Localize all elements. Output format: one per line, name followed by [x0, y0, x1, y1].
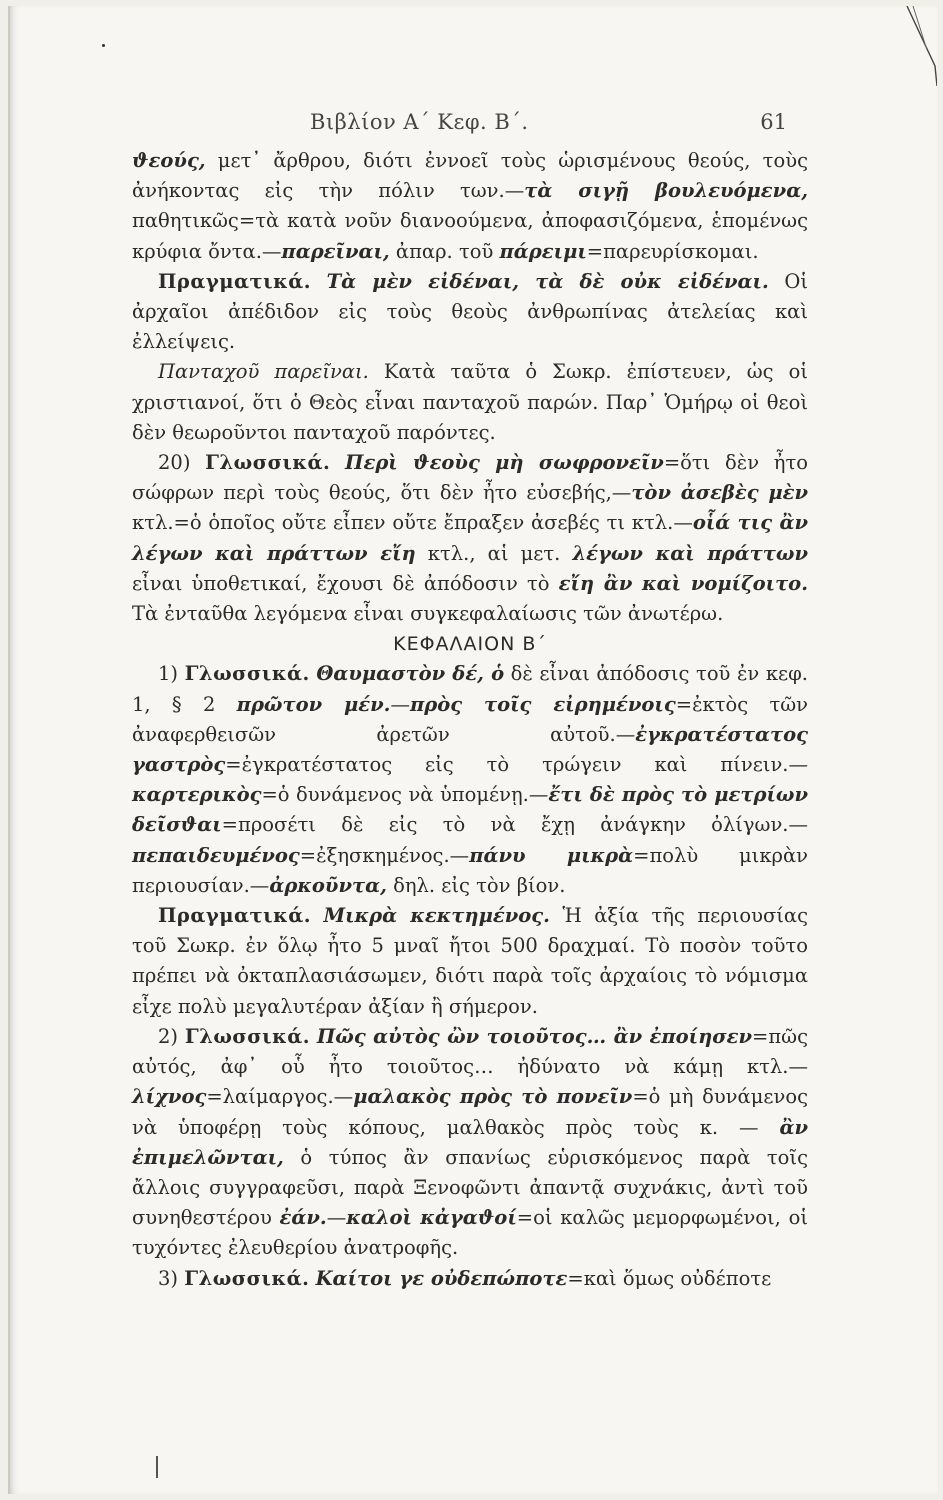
term: οἷά τις ἂν λέγων καὶ πράττων εἴη: [132, 511, 809, 565]
term: καλοὶ κἀγαϑοί: [346, 1206, 517, 1230]
paragraph-6: [132, 901, 808, 1022]
term: Περὶ ϑεοὺς μὴ σωφρονεῖν: [345, 451, 664, 475]
torn-corner-mark: [847, 6, 937, 86]
text-run: παθητικῶς=τὰ κατὰ νοῦν διανοούμενα, ἀποφασιζόμενα, ἑπομένως κρύφια ὄντα.—: [132, 209, 808, 263]
term: Πῶς αὐτὸς ὢν τοιοῦτος… ἂν ἐποίησεν: [316, 1024, 753, 1048]
term: τὸν ἀσεβὲς μὲν: [631, 481, 808, 505]
text-run: [311, 270, 327, 293]
term: Πανταχοῦ παρεῖναι.: [158, 360, 369, 384]
paragraph-2: [132, 267, 808, 358]
text-run: =ἐκτὸς τῶν ἀναφερθεισῶν ἀρετῶν αὐτοῦ.—: [132, 692, 809, 746]
text-run: Κατὰ ταῦτα ὁ Σωκρ. ἐπίστευεν, ὡς οἱ χριστιανοί, ὅτι ὁ Θεὸς εἶναι πανταχοῦ παρών. Παρ᾽ Ὁμήρῳ οἱ θεοὶ δὲν θεωροῦντοι πανταχοῦ παρόντες.: [132, 360, 808, 444]
text-run: =ὁ δυνάμενος νὰ ὑπομένῃ.—: [261, 783, 549, 807]
section-label: Γλωσσικά.: [184, 662, 310, 686]
ink-speck: [102, 44, 105, 47]
text-run: =ἐξησκημένος.—: [299, 843, 470, 867]
main-text: [132, 146, 808, 1294]
text-run: =ὁ μὴ δυνάμενος νὰ ὑποφέρῃ τοὺς κόπους, μαλθακὸς πρὸς τοὺς κ. —: [132, 1085, 808, 1139]
running-header: Βιβλίον Α΄ Κεφ. Β΄.: [310, 110, 529, 134]
term: εἴη ἂν καὶ νομίζοιτο.: [558, 571, 808, 595]
text-run: =πῶς αὐτός, ἀφ᾽ οὗ ἦτο τοιοῦτος… ἠδύνατο νὰ κάμῃ κτλ.—: [132, 1024, 809, 1079]
chapter-heading: ΚΕΦΑΛΑΙΟΝ Β΄: [393, 633, 547, 656]
term: ἂν ἐπιμελῶνται,: [132, 1115, 808, 1169]
text-run: =ἐγκρατέστατος εἰς τὸ τρώγειν καὶ πίνειν.—: [225, 753, 808, 777]
text-run: δὲ εἶναι ἀπόδοσις τοῦ ἐν κεφ. 1, § 2: [132, 662, 808, 716]
text-run: =προσέτι δὲ εἰς τὸ νὰ ἔχῃ ἀνάγκην ὀλίγων.—: [221, 813, 808, 837]
text-run: =οἱ καλῶς μεμορφωμένοι, οἱ τυχόντες ἐλευθερίου ἀνατροφῆς.: [132, 1206, 808, 1260]
text-run: =παρευρίσκομαι.: [586, 239, 759, 263]
paragraph-8: [132, 1264, 808, 1294]
term: πρῶτον μέν.: [236, 692, 391, 716]
term: λέγων καὶ πράττων: [572, 541, 808, 565]
margin-mark: [156, 1456, 158, 1478]
text-run: κτλ., αἱ μετ.: [415, 541, 573, 565]
paragraph-4: [132, 448, 808, 629]
text-run: =καὶ ὅμως οὐδέποτε: [567, 1266, 772, 1290]
term: ἐάν.: [279, 1206, 327, 1230]
term: καρτερικὸς: [132, 783, 262, 807]
item-number: 20): [158, 451, 206, 475]
term: πάρειμι: [499, 239, 587, 263]
text-run: κτλ.=ὁ ὁποῖος οὔτε εἶπεν οὔτε ἔπραξεν ἀσεβές τι κτλ.—: [132, 511, 693, 535]
section-label: Γλωσσικά.: [184, 1266, 310, 1290]
term: πάνυ μικρὰ: [469, 843, 634, 867]
text-run: [311, 904, 324, 927]
text-run: ὁ τύπος ἂν σπανίως εὑρισκόμενος παρὰ τοῖς ἄλλοις συγγραφεῦσι, παρὰ Ξενοφῶντι ἀπαντᾷ συχνάκις, ἀντὶ τοῦ συνηθεστέρου: [132, 1145, 808, 1230]
section-label: Πραγματικά.: [158, 904, 312, 928]
text-run: μετ᾽ ἄρθρου, διότι ἐννοεῖ τοὺς ὡρισμένους θεούς, τοὺς ἀνήκοντας εἰς τὴν πόλιν των.—: [132, 149, 808, 203]
term: τὰ σιγῇ βουλευόμενα,: [524, 179, 808, 203]
text-run: ἀπαρ. τοῦ: [389, 239, 500, 263]
text-run: =ὅτι δὲν ἦτο σώφρων περὶ τοὺς θεούς, ὅτι δὲν ἦτο εὐσεβής,—: [132, 451, 809, 505]
text-run: Τὰ ἐνταῦθα λεγόμενα εἶναι συγκεφαλαίωσις τῶν ἀνωτέρω.: [132, 602, 724, 626]
term: μαλακὸς πρὸς τὸ πονεῖν: [353, 1085, 633, 1109]
item-number: 3): [158, 1266, 185, 1290]
paragraph-3: [132, 357, 808, 448]
item-number: 2): [158, 1024, 185, 1048]
term: ἐγκρατέστατος γαστρὸς: [132, 722, 808, 777]
term: λίχνος: [132, 1085, 207, 1109]
text-run: Ἡ ἀξία τῆς περιουσίας τοῦ Σωκρ. ἐν ὅλῳ ἦτο 5 μναῖ ἤτοι 500 δραχμαί. Τὸ ποσὸν τοῦτο πρέπει νὰ ὀκταπλασιάσωμεν, διότι παρὰ τοῖς ἀρχαίοις τὸ νόμισμα εἶχε πολὺ μεγαλυτέραν ἀξίαν ἢ σήμερον.: [132, 904, 809, 1018]
text-run: —: [326, 1206, 347, 1230]
text-run: =πολὺ μικρὰν περιουσίαν.—: [132, 843, 808, 897]
section-label: Πραγματικά.: [158, 269, 312, 293]
text-run: [310, 1025, 317, 1048]
text-run: —: [390, 692, 410, 716]
term: ἔτι δὲ πρὸς τὸ μετρίων δεῖσϑαι: [132, 783, 808, 837]
book-page: [8, 6, 937, 1494]
term: παρεῖναι,: [281, 239, 390, 263]
paragraph-7: [132, 1022, 808, 1264]
term: Μικρὰ κεκτημένος.: [323, 904, 550, 928]
item-number: 1): [158, 662, 185, 686]
text-run: [330, 451, 345, 474]
term: ϑεούς,: [132, 149, 206, 172]
term: Καίτοι γε οὐδεπώποτε: [315, 1266, 568, 1290]
section-label: Γλωσσικά.: [184, 1024, 311, 1048]
text-run: =λαίμαργος.—: [206, 1085, 354, 1109]
paragraph-5: [132, 659, 808, 901]
text-run: εἶναι ὑποθετικαί, ἔχουσι δὲ ἀπόδοσιν τὸ: [132, 571, 559, 595]
page-number: 61: [760, 110, 787, 134]
paragraph-1: [132, 146, 808, 267]
section-label: Γλωσσικά.: [205, 451, 331, 475]
term: πρὸς τοῖς εἰρημένοις: [409, 692, 676, 716]
term: Τὰ μὲν εἰδέναι, τὰ δὲ οὐκ εἰδέναι.: [326, 269, 769, 293]
term: ἀρκοῦντα,: [269, 873, 387, 897]
term: Θαυμαστὸν δέ, ὁ: [316, 662, 505, 686]
term: πεπαιδευμένος: [132, 843, 300, 867]
text-run: δηλ. εἰς τὸν βίον.: [386, 873, 566, 897]
text-run: Οἱ ἀρχαῖοι ἀπέδιδον εἰς τοὺς θεοὺς ἀνθρωπίνας ἀτελείας καὶ ἐλλείψεις.: [132, 269, 808, 354]
